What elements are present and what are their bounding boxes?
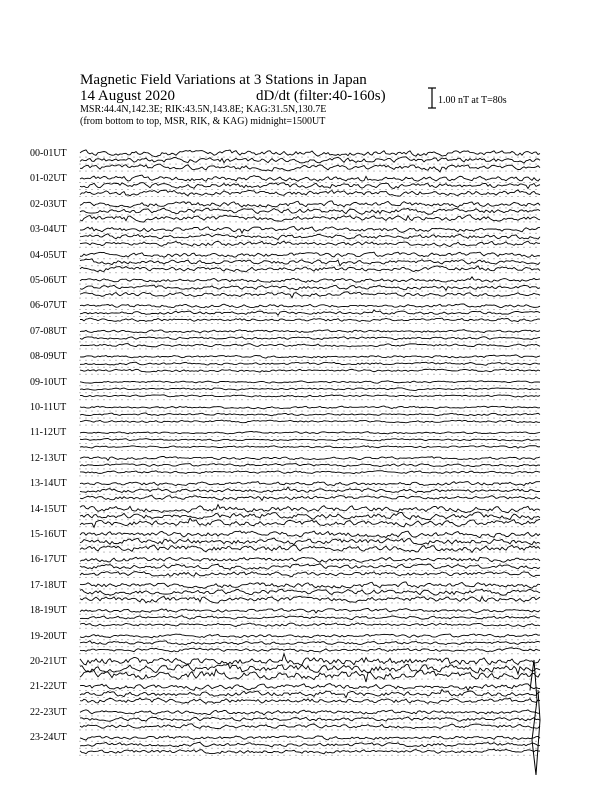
time-tick-marks <box>80 385 536 386</box>
hour-row-traces <box>80 557 540 578</box>
time-tick-marks <box>80 258 536 259</box>
hour-label: 13-14UT <box>30 478 67 490</box>
station-trace-rik <box>80 438 540 441</box>
station-trace-msr <box>80 518 540 527</box>
hour-label: 04-05UT <box>30 249 67 261</box>
hour-row-traces <box>80 432 540 451</box>
hour-label: 20-21UT <box>30 656 67 667</box>
station-trace-msr <box>80 749 540 754</box>
hour-row-traces <box>80 634 540 654</box>
station-trace-rik <box>80 564 540 570</box>
station-trace-msr <box>80 241 540 246</box>
station-trace-msr <box>80 420 540 423</box>
time-tick-marks <box>80 748 536 749</box>
station-trace-rik <box>80 538 540 545</box>
hour-label: 03-04UT <box>30 224 67 236</box>
hour-label: 21-22UT <box>30 681 67 693</box>
station-trace-kag <box>80 582 540 588</box>
station-trace-rik <box>80 157 540 163</box>
time-tick-marks <box>80 628 536 629</box>
station-trace-rik <box>80 310 540 315</box>
time-tick-marks <box>80 171 536 172</box>
station-trace-msr <box>80 596 540 603</box>
hour-row-traces <box>80 150 540 172</box>
time-tick-marks <box>80 399 536 400</box>
time-tick-marks <box>80 519 536 520</box>
station-trace-kag <box>80 482 540 486</box>
hour-row-traces <box>80 608 540 628</box>
station-trace-kag <box>80 736 540 740</box>
station-trace-msr <box>80 545 540 553</box>
hour-row-traces <box>80 582 540 603</box>
time-tick-marks <box>80 679 536 680</box>
time-tick-marks <box>80 323 536 324</box>
station-trace-rik <box>80 183 540 189</box>
station-trace-rik <box>80 487 540 493</box>
time-tick-marks <box>80 614 536 615</box>
station-trace-rik <box>80 616 540 620</box>
station-trace-msr <box>80 190 540 196</box>
time-tick-marks <box>80 588 536 589</box>
time-tick-marks <box>80 665 536 666</box>
time-tick-marks <box>80 334 536 335</box>
time-tick-marks <box>80 207 536 208</box>
station-trace-kag <box>80 355 540 358</box>
station-trace-rik <box>80 464 540 467</box>
station-trace-rik <box>80 717 540 721</box>
station-trace-msr <box>80 496 540 501</box>
station-coordinates: MSR:44.4N,142.3E; RIK:43.5N,143.8E; KAG:31.5N,130.7E <box>80 104 327 115</box>
station-trace-rik <box>80 362 540 365</box>
time-tick-marks <box>80 653 536 654</box>
station-trace-kag <box>80 381 540 383</box>
time-tick-marks <box>80 360 536 361</box>
station-trace-msr <box>80 471 540 474</box>
time-tick-marks <box>80 196 536 197</box>
hour-label: 14-15UT <box>30 503 67 515</box>
time-tick-marks <box>80 443 536 444</box>
time-tick-marks <box>80 189 536 190</box>
station-trace-msr <box>80 266 540 272</box>
time-tick-marks <box>80 545 536 546</box>
scale-bar <box>428 88 436 108</box>
time-tick-marks <box>80 247 536 248</box>
time-tick-marks <box>80 425 536 426</box>
time-tick-marks <box>80 468 536 469</box>
time-tick-marks <box>80 182 536 183</box>
time-tick-marks <box>80 697 536 698</box>
time-tick-marks <box>80 621 536 622</box>
station-trace-kag <box>80 304 540 308</box>
hour-label: 10-11UT <box>30 402 67 413</box>
hour-label: 01-02UT <box>30 173 67 185</box>
station-trace-rik <box>80 641 540 645</box>
chart-title: Magnetic Field Variations at 3 Stations in Japan <box>80 72 367 88</box>
station-trace-rik <box>80 664 540 674</box>
hour-label: 22-23UT <box>30 706 67 718</box>
hour-label: 12-13UT <box>30 452 67 464</box>
station-trace-kag <box>80 457 540 461</box>
time-tick-marks <box>80 704 536 705</box>
station-trace-rik <box>80 512 540 520</box>
time-tick-marks <box>80 418 536 419</box>
hour-row-traces <box>80 381 540 400</box>
station-trace-msr <box>80 724 540 729</box>
time-tick-marks <box>80 411 536 412</box>
hour-row-traces <box>80 406 540 426</box>
station-trace-msr <box>80 318 540 322</box>
station-trace-kag <box>80 684 540 691</box>
time-tick-marks <box>80 348 536 349</box>
hour-label: 19-20UT <box>30 630 67 642</box>
station-trace-kag <box>80 710 540 715</box>
station-trace-msr <box>80 669 540 682</box>
station-trace-kag <box>80 226 540 232</box>
hour-label: 15-16UT <box>30 529 67 540</box>
time-tick-marks <box>80 436 536 437</box>
time-tick-marks <box>80 291 536 292</box>
station-trace-rik <box>80 285 540 290</box>
station-trace-rik <box>80 234 540 240</box>
time-tick-marks <box>80 563 536 564</box>
station-trace-kag <box>80 406 540 409</box>
time-tick-marks <box>80 526 536 527</box>
station-trace-kag <box>80 277 540 283</box>
chart-date: 14 August 2020 <box>80 88 176 104</box>
station-trace-kag <box>80 608 540 613</box>
hour-row-traces <box>80 201 540 222</box>
hour-row-traces <box>80 654 540 682</box>
station-trace-rik <box>80 689 540 697</box>
time-tick-marks <box>80 577 536 578</box>
time-tick-marks <box>80 722 536 723</box>
hour-row-traces <box>80 304 540 324</box>
time-tick-marks <box>80 538 536 539</box>
time-tick-marks <box>80 602 536 603</box>
station-trace-rik <box>80 259 540 266</box>
scale-bar-label: 1.00 nT at T=80s <box>438 95 507 106</box>
time-tick-marks <box>80 157 536 158</box>
time-tick-marks <box>80 715 536 716</box>
station-trace-kag <box>80 432 540 434</box>
time-tick-marks <box>80 552 536 553</box>
time-tick-marks <box>80 729 536 730</box>
time-tick-marks <box>80 374 536 375</box>
hour-label: 16-17UT <box>30 554 67 566</box>
time-tick-marks <box>80 494 536 495</box>
station-order-note: (from bottom to top, MSR, RIK, & KAG) midnight=1500UT <box>80 116 326 127</box>
time-tick-marks <box>80 367 536 368</box>
hour-label: 11-12UT <box>30 427 67 439</box>
hour-row-traces <box>80 252 540 273</box>
hour-label: 23-24UT <box>30 732 67 744</box>
station-trace-kag <box>80 634 540 638</box>
station-trace-msr <box>80 395 540 397</box>
time-tick-marks <box>80 570 536 571</box>
hour-label: 02-03UT <box>30 198 67 210</box>
hour-label: 07-08UT <box>30 325 67 337</box>
station-trace-kag <box>80 175 540 181</box>
hour-row-traces <box>80 710 540 731</box>
large-deflection-trace <box>530 660 540 775</box>
hour-label: 06-07UT <box>30 300 67 312</box>
station-trace-kag <box>80 505 540 513</box>
hour-row-traces <box>80 531 540 553</box>
time-tick-marks <box>80 639 536 640</box>
time-tick-marks <box>80 272 536 273</box>
hour-row-traces <box>80 277 540 299</box>
hour-row-traces <box>80 684 540 705</box>
hour-row-traces <box>80 457 540 477</box>
hour-label: 08-09UT <box>30 351 67 363</box>
time-tick-marks <box>80 475 536 476</box>
station-trace-msr <box>80 344 540 347</box>
time-tick-marks <box>80 233 536 234</box>
station-trace-msr <box>80 292 540 298</box>
time-tick-marks <box>80 755 536 756</box>
station-trace-rik <box>80 388 540 391</box>
hour-row-traces <box>80 175 540 197</box>
station-trace-rik <box>80 337 540 340</box>
time-tick-marks <box>80 741 536 742</box>
time-tick-marks <box>80 221 536 222</box>
station-trace-msr <box>80 623 540 627</box>
time-tick-marks <box>80 487 536 488</box>
hour-label: 05-06UT <box>30 275 67 286</box>
time-tick-marks <box>80 672 536 673</box>
station-trace-msr <box>80 446 540 449</box>
station-trace-kag <box>80 252 540 257</box>
station-trace-kag <box>80 557 540 562</box>
station-trace-rik <box>80 589 540 595</box>
hour-label: 18-19UT <box>30 605 67 617</box>
time-tick-marks <box>80 316 536 317</box>
time-tick-marks <box>80 309 536 310</box>
station-trace-rik <box>80 208 540 214</box>
station-trace-rik <box>80 742 540 746</box>
hour-row-traces <box>80 505 540 528</box>
hour-row-traces <box>80 330 540 350</box>
time-tick-marks <box>80 240 536 241</box>
time-tick-marks <box>80 265 536 266</box>
chart-filter: dD/dt (filter:40-160s) <box>256 88 386 104</box>
station-trace-kag <box>80 531 540 538</box>
hour-label: 09-10UT <box>30 376 67 388</box>
station-trace-kag <box>80 201 540 207</box>
time-tick-marks <box>80 461 536 462</box>
hour-row-traces <box>80 736 540 756</box>
hour-label: 00-01UT <box>30 148 67 159</box>
station-trace-msr <box>80 369 540 372</box>
time-tick-marks <box>80 450 536 451</box>
time-tick-marks <box>80 164 536 165</box>
hour-label: 17-18UT <box>30 579 67 591</box>
hour-row-traces <box>80 226 540 247</box>
station-trace-msr <box>80 648 540 652</box>
station-trace-kag <box>80 330 540 333</box>
time-tick-marks <box>80 392 536 393</box>
station-trace-msr <box>80 215 540 222</box>
station-trace-msr <box>80 698 540 703</box>
hour-row-traces <box>80 355 540 375</box>
time-tick-marks <box>80 284 536 285</box>
time-tick-marks <box>80 341 536 342</box>
station-trace-rik <box>80 413 540 416</box>
station-trace-kag <box>80 150 540 157</box>
time-tick-marks <box>80 595 536 596</box>
time-tick-marks <box>80 298 536 299</box>
station-trace-kag <box>80 654 540 665</box>
station-trace-msr <box>80 572 540 577</box>
station-trace-msr <box>80 164 540 172</box>
time-tick-marks <box>80 646 536 647</box>
hour-row-traces <box>80 482 540 502</box>
time-tick-marks <box>80 501 536 502</box>
